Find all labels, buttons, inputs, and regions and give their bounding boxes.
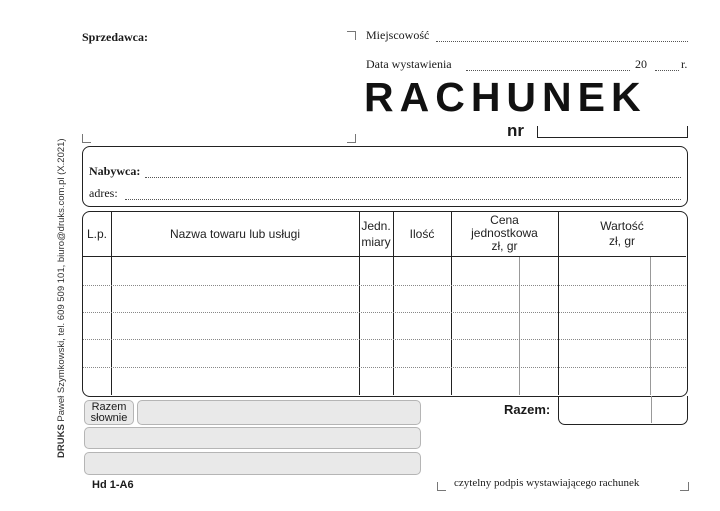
buyer-field[interactable] — [145, 177, 681, 178]
address-label: adres: — [89, 186, 118, 200]
form-code: Hd 1-A6 — [92, 479, 134, 491]
words-label-line2: słownie — [90, 412, 128, 424]
col-header-unit: Jedn. miary — [361, 219, 391, 249]
date-year-suffix: r. — [681, 57, 688, 71]
date-year-prefix: 20 — [635, 57, 647, 71]
place-field[interactable] — [436, 41, 688, 42]
seller-corner-tr — [347, 31, 356, 40]
items-table — [82, 211, 688, 397]
words-field-3[interactable] — [84, 452, 421, 475]
col-header-name: Nazwa towaru lub usługi — [169, 227, 301, 241]
col-header-lp: L.p. — [86, 227, 107, 241]
col-header-qty: Ilość — [409, 227, 435, 241]
words-field-1[interactable] — [137, 400, 421, 425]
signature-corner-bl — [437, 482, 446, 491]
grosz-sep — [519, 256, 520, 395]
date-label: Data wystawienia — [366, 57, 452, 71]
row-line — [83, 367, 686, 368]
number-label: nr — [507, 121, 524, 140]
grosz-sep — [651, 396, 652, 423]
col-header-price: Cena jednostkowa zł, gr — [471, 213, 538, 253]
buyer-label: Nabywca: — [89, 164, 141, 178]
seller-corner-br — [347, 134, 356, 143]
words-label-box — [84, 400, 134, 425]
total-label: Razem: — [504, 402, 551, 417]
header-sep — [83, 256, 686, 257]
seller-corner-bl — [82, 134, 91, 143]
publisher-name: DRUKS — [56, 424, 67, 458]
publisher-info — [56, 138, 67, 458]
seller-label: Sprzedawca: — [82, 30, 148, 44]
place-label: Miejscowość — [366, 28, 430, 42]
total-box[interactable] — [558, 396, 688, 425]
grosz-sep — [650, 256, 651, 395]
col-header-value: Wartość zł, gr — [600, 219, 644, 248]
row-line — [83, 312, 686, 313]
words-field-2[interactable] — [84, 427, 421, 449]
date-field[interactable] — [466, 70, 630, 71]
buyer-box — [82, 146, 688, 207]
number-field[interactable] — [537, 126, 688, 138]
row-line — [83, 339, 686, 340]
row-line — [83, 285, 686, 286]
document-title: RACHUNEK — [364, 74, 647, 120]
publisher-details: Paweł Szymkowski, tel. 609 509 101, biuro@druks.com.pl (X.2021) — [56, 138, 67, 422]
signature-label: czytelny podpis wystawiającego rachunek — [454, 477, 640, 489]
date-year-field[interactable] — [655, 70, 679, 71]
signature-corner-br — [680, 482, 689, 491]
words-label-line1: Razem — [91, 401, 127, 413]
address-field[interactable] — [125, 199, 681, 200]
